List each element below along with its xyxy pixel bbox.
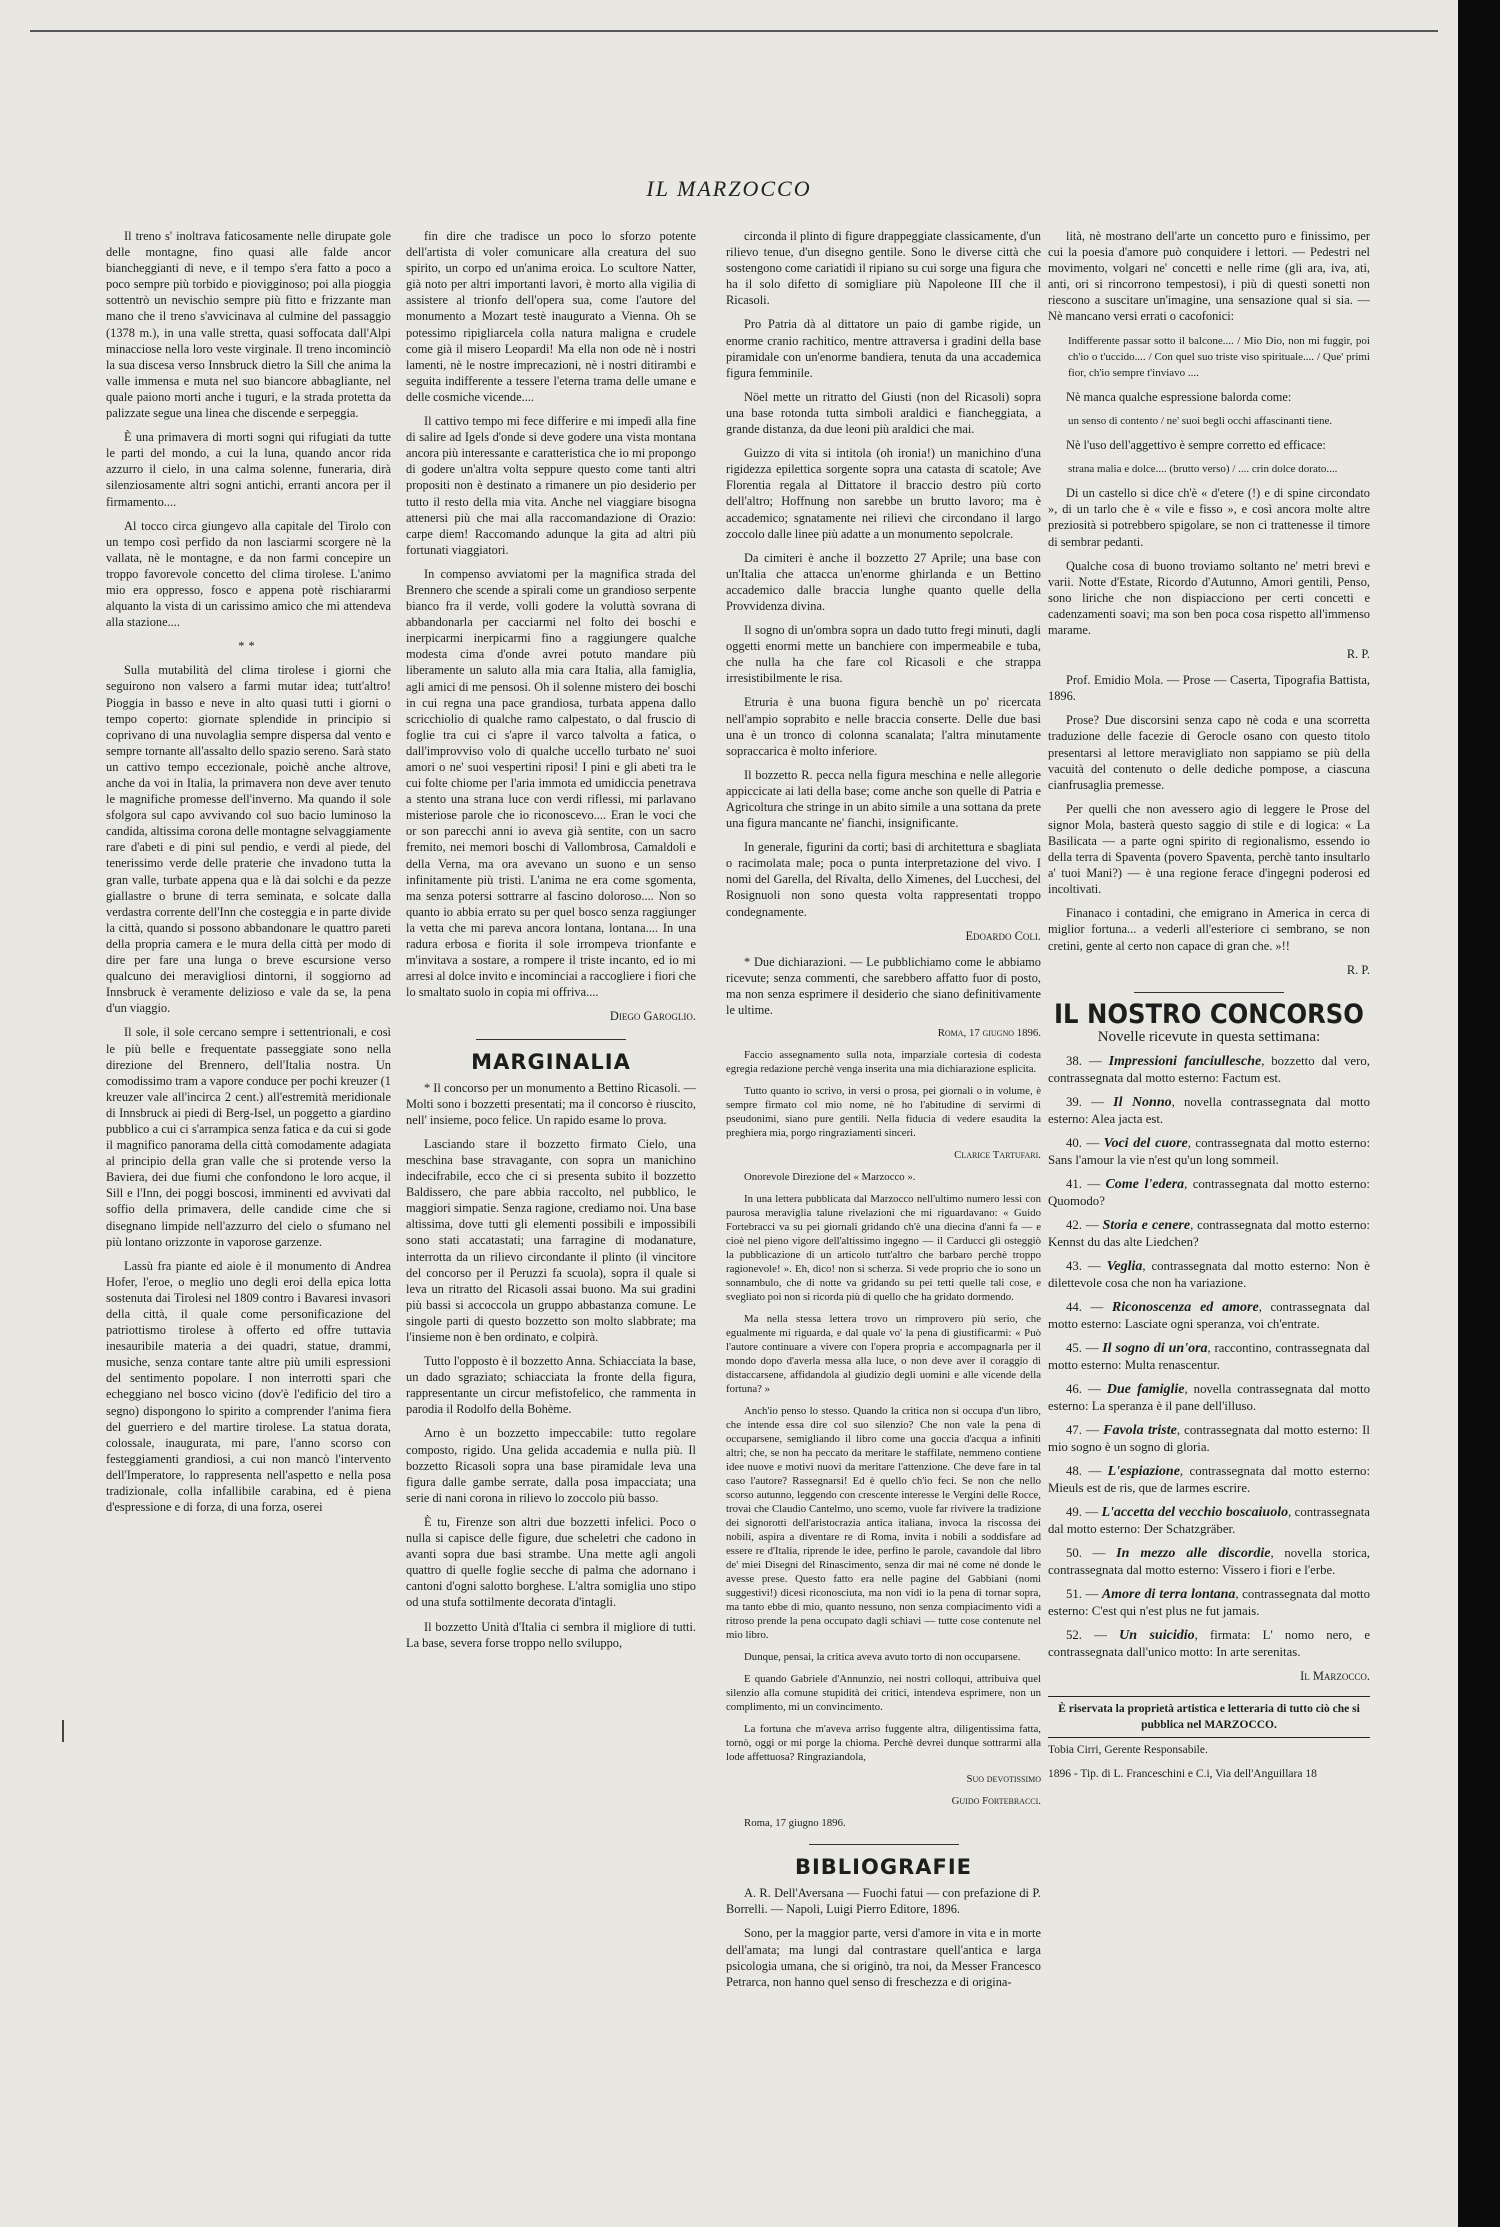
signature: Edoardo Coli. (965, 928, 1041, 943)
signature: R. P. (1346, 962, 1370, 977)
top-rule (30, 30, 1438, 32)
paragraph: E quando Gabriele d'Annunzio, nei nostri colloqui, attribuiva quel silenzio alla comune stupidità dei critici, intendeva esprimere, non un complimento, mi un convincimento. (726, 1673, 1041, 1714)
verse-quote: strana malia e dolce.... (brutto verso) / .... crin dolce dorato.... (1068, 463, 1338, 476)
letter-date: Roma, 17 giugno 1896. (744, 1817, 846, 1830)
entry-number: 38. — (1066, 1053, 1109, 1068)
paragraph: Finanaco i contadini, che emigrano in America in cerca di miglior fortuna... a vederli all'esteriore ci sembrano, se non cretini, gente al certo non capace di gran che. »!! (1048, 906, 1370, 953)
letter-signature: Guido Fortebracci. (951, 1795, 1041, 1808)
entry-number: 43. — (1066, 1258, 1107, 1273)
entry-title: Riconoscenza ed amore (1111, 1299, 1259, 1315)
entry-number: 42. — (1066, 1217, 1103, 1232)
signature: R. P. (1346, 647, 1370, 662)
entry-text: , novella storica, contrassegnata dal motto esterno: Vissero i fiori e l'erbe. (1048, 1545, 1370, 1577)
masthead: IL MARZOCCO (646, 176, 812, 201)
paragraph: Qualche cosa di buono troviamo soltanto ne' metri brevi e varii. Notte d'Estate, Ricordo d'Autunno, Amori gentili, Penso, sono liriche che non dispiacciono per certi concetti e cadenzamenti soavi; ma son ben poca cosa rispetto all'immenso marame. (1048, 558, 1370, 637)
paragraph: In generale, figurini da corti; basi di architettura e sbagliata o racimolata male; poca o punta interpretazione del vivo. I nomi del Garella, del Rivalta, dello Ximenes, del Lucchesi, del Rosignuoli non sono questa volta rappresentati troppo condegnamente. (726, 840, 1041, 919)
entry-title: Favola triste (1103, 1422, 1177, 1438)
entry-number: 39. — (1066, 1094, 1114, 1109)
concorso-entry (1048, 1381, 1370, 1414)
concorso-entry (1048, 1135, 1370, 1168)
entry-title: L'espiazione (1107, 1463, 1180, 1479)
entry-title: Il Nonno (1113, 1094, 1172, 1110)
paragraph: lità, nè mostrano dell'arte un concetto puro e finissimo, per cui la poesia d'amore può conquidere i lettori. — Pedestri nel movimento, volgari ne' concetti e nelle rime (gli ara, iva, ati, anti, ori si rincorrono tempestosi), i più di questi sonetti non riescono a suscitare un'imagine, una sensazione qual si sia. — Nè mancano versi errati o cacofonici: (1048, 229, 1370, 324)
concorso-subtitle: Novelle ricevute in questa settimana: (1097, 1028, 1321, 1045)
paragraph: Onorevole Direzione del « Marzocco ». (744, 1171, 916, 1184)
entry-text: , contrassegnata dal motto esterno: Il mio sogno è un sogno di gloria. (1048, 1422, 1370, 1454)
entry-text: , bozzetto dal vero, contrassegnata dal motto esterno: Factum est. (1048, 1053, 1370, 1085)
entry-text: , contrassegnata dal motto esterno: Sans l'amour la vie n'est qu'un long sommeil. (1048, 1135, 1370, 1167)
entry-number: 40. — (1066, 1135, 1104, 1150)
entry-text: , contrassegnata dal motto esterno: Lasciate ogni speranza, voi ch'entrate. (1048, 1299, 1370, 1331)
imprint-printer: 1896 - Tip. di L. Franceschini e C.i, Via dell'Anguillara 18 (1048, 1768, 1317, 1781)
concorso-entry (1048, 1299, 1370, 1332)
paragraph: È tu, Firenze son altri due bozzetti infelici. Poco o nulla si capisce delle figure, due scheletri che cadono in avanti sopra due basi strambe. Una mette agli angoli quattro di quelle foglie secche di palma che adornano i cantoni d'ogni salotto borghese. L'altra somiglia uno stipo od una stufa sottilmente decorata d'intagli. (406, 1514, 696, 1610)
entry-text: , novella contrassegnata dal motto esterno: La speranza è il pane dell'illuso. (1048, 1381, 1370, 1413)
entry-number: 48. — (1066, 1463, 1108, 1478)
entry-title: Impressioni fanciullesche (1108, 1053, 1262, 1069)
entry-number: 41. — (1066, 1176, 1106, 1191)
paragraph: Da cimiteri è anche il bozzetto 27 Aprile; una base con un'Italia che attacca un'enorme ghirlanda e un Bettino accademico dalle braccia lunghe quanto quelle della Provvidenza divina. (726, 550, 1041, 613)
column-2 (406, 228, 696, 2018)
paragraph: Per quelli che non avessero agio di leggere le Prose del signor Mola, basterà questo saggio di stile e di logica: « La Basilicata — a parte ogni spirito di regionalismo, essendo io della terra di Spaventa (povero Spaventa, perchè tanto insultarlo a' tuoi Mani?) — è una regione ferace d'ingegni poderosi ed incoltivati. (1048, 801, 1370, 897)
paragraph: Arno è un bozzetto impeccabile: tutto regolare composto, rigido. Una gelida accademia e nulla più. Il bozzetto Ricasoli sopra una base piramidale leva una figura dalle gambe serrate, dalla posa impacciata; una serie di nani corona in rilievo lo zoccolo più basso. (406, 1426, 696, 1505)
bibliografie-title: BIBLIOGRAFIE (794, 1855, 973, 1880)
paragraph: Prof. Emidio Mola. — Prose — Caserta, Tipografia Battista, 1896. (1048, 673, 1370, 704)
entry-number: 47. — (1066, 1422, 1104, 1437)
letters-block (726, 1026, 1041, 1830)
paragraph: Il bozzetto Unità d'Italia ci sembra il migliore di tutti. La base, severa forse troppo nello sviluppo, (406, 1619, 696, 1650)
entry-title: Due famiglie (1106, 1381, 1185, 1397)
entry-text: , contrassegnata dal motto esterno: C'est qui n'est plus ne fut jamais. (1048, 1586, 1370, 1618)
paragraph: Il sogno di un'ombra sopra un dado tutto fregi minuti, dagli oggetti enormi mette un banchiere con impermeabile e tuba, che nulla ha che fare col Ricasoli e che strappa irresistibilmente le risa. (726, 623, 1041, 686)
concorso-list (1048, 1053, 1370, 1660)
entry-title: Come l'edera (1105, 1176, 1185, 1192)
entry-number: 51. — (1066, 1586, 1102, 1601)
paragraph: Dunque, pensai, la critica aveva avuto torto di non occuparsene. (744, 1651, 1021, 1664)
paragraph: Lasciando stare il bozzetto firmato Cielo, una meschina base stravagante, con sopra un manichino indecifrabile, ecco che ci si presenta subito il bozzetto Baldissero, che pare abbia raccolto, nel pubblico, le maggiori simpatie. Senza ragione, crediamo noi. Una base altissima, dove tutti gli elementi possibili e impossibili sono stati accatastati; una farragine di modanature, interrotta da un rilievo circondante il plinto (il vincitore del concorso per il Peruzzi fa scuola), sopra il quale si leva un ritratto del Ricasoli assai buono. Ma sui gradini più bassi si accoccola un gruppo abbastanza comune. Le singole parti di questo bozzetto son molto slabbrate; ma l'insieme non è ben ordinato, e colpirà. (406, 1136, 696, 1344)
paragraph: Nè manca qualche espressione balorda come: (1066, 389, 1292, 404)
column-1 (106, 228, 391, 1818)
entry-text: , firmata: L' nomo nero, e contrassegnata dall'unico motto: In arte serenitas. (1048, 1627, 1370, 1659)
concorso-entry (1048, 1094, 1370, 1127)
entry-number: 44. — (1066, 1299, 1112, 1314)
concorso-entry (1048, 1504, 1370, 1537)
section-stars: ** (238, 639, 259, 654)
paragraph: In una lettera pubblicata dal Marzocco nell'ultimo numero lessi con paurosa meraviglia talune rivelazioni che mi riguardavano: « Guido Fortebracci va su pei giornali gridando ch'è una diecina d'anni fa — e cioè nel pieno vigore dell'altissimo ingegno — il Carducci gli osteggiò la pubblicazione di un articolo tutt'altro che barbaro perchè troppo ragionevole! ». Eh, dico! non si scherza. Si vede proprio che io sono un sonnambulo, che di notte va gridando su pei tetti quelle tali cose, e svegliato poi non si ricorda più di quello che ha gridato dormendo. (726, 1193, 1041, 1304)
concorso-title: IL NOSTRO CONCORSO (1054, 998, 1364, 1030)
concorso-entry (1048, 1463, 1370, 1496)
column-4 (1048, 228, 1370, 2018)
concorso-entry (1048, 1053, 1370, 1086)
paragraph: Il sole, il sole cercano sempre i settentrionali, e così le più belle e frequentate passeggiate sono nella direzione del Brennero, dell'Italia nostra. Un comodissimo tram a vapore conduce per pochi kreuzer (1 kreuzer vale all'incirca 2 cent.) all'estremità meridionale di Innsbruck ai piedi di Berg-Isel, un poggetto a giardino pubblico a cui ci s'arrampica senza fatica e da cui si gode il magnifico panorama della città comodamente adagiata al principio della gran valle che si protende verso la Baviera, dei due fiumi che confondono le loro acque, il Sill e l'Inn, dei poggi boscosi, imminenti ed avvivati dal soffio della primavera, delle candide cime che si disegnano limpide nell'azzurro del cielo o sfumano nel più lontano orizzonte in vaporose garzenze. (106, 1025, 391, 1249)
letter-signature: Clarice Tartufari. (954, 1149, 1041, 1162)
paragraph: È una primavera di morti sogni qui rifugiati da tutte le parti del mondo, a cui la luna, quando ancor rida azzurro il cielo, in una calma solenne, funeraria, dirà silenziosamente altri sogni antichi, erranti ancora per il firmamento.... (106, 430, 391, 509)
paragraph: Ma nella stessa lettera trovo un rimprovero più serio, che egualmente mi riguarda, e dal quale vo' la pena di giustificarmi: « Può l'autore continuare a vivere con l'opera propria e accompagnarla per il mondo dopo d'averla messa alla luce, o non deve aver il coraggio di distaccarsene, affidandola al giudizio degli uomini e alle vicende della fortuna? » (726, 1313, 1041, 1396)
paragraph: Nöel mette un ritratto del Giusti (non del Ricasoli) sopra una base rotonda tutta simboli araldici e fiancheggiata, a grande distanza, da due leoni più araldici che mai. (726, 389, 1041, 437)
verse-quote: un senso di contento / ne' suoi begli occhi affascinanti tiene. (1068, 414, 1333, 427)
paragraph: circonda il plinto di figure drappeggiate classicamente, d'un rilievo tenue, d'un disegno gentile. Sono le diverse città che sostengono come cariatidi il ripiano su cui sorge una figura che ha il solo difetto di somigliare più Napoleone III che il Ricasoli. (726, 229, 1041, 308)
entry-number: 46. — (1066, 1381, 1107, 1396)
paragraph: Pro Patria dà al dittatore un paio di gambe rigide, un enorme cranio rachitico, mentre attraversa i gradini della base piramidale con un'enorme bandiera, tenuta da una accademica figura femminile. (726, 317, 1041, 380)
entry-text: , contrassegnata dal motto esterno: Mieuls est de ris, que de larmes escrire. (1048, 1463, 1370, 1495)
verse-quote: Indifferente passar sotto il balcone.... / Mio Dio, non mi fuggir, poi ch'io o t'uccido.... / Con quel suo triste viso spirituale.... / Que' primi fior, ch'io sempre t'inviavo .... (1068, 334, 1370, 379)
concorso-entry (1048, 1258, 1370, 1291)
paragraph: Lassù fra piante ed aiole è il monumento di Andrea Hofer, l'eroe, o meglio uno degli eroi della epica lotta sostenuta dai Tirolesi nel 1809 contro i Bavaresi invasori della città, il quale come personificazione del patriottismo tirolese à offerto ed offre tuttavia inesauribile materia a dei quadri, statue, drammi, musiche, senza contare tante altre più umili espressioni del sentimento popolare. I non interrotti spari che echeggiano nel bosco vicino (dov'è l'edificio del tiro a segno) dispongono lo spirito a comprender l'anima fiera del guerriero e del martire tirolese. La statua dorata, colossale, inaugurata, mi pare, l'anno scorso con festeggiamenti grandiosi, a cui non mancò l'intervento dell'Imperatore, lo rappresenta nell'aspetto e nella posa tradizionale, colla infallibile carabina, ed è piena d'espressione e di forza, di una forza, oserei (106, 1258, 391, 1515)
paragraph: Tutto l'opposto è il bozzetto Anna. Schiacciata la base, un dado sgraziato; schiacciata la fronte della figura, rappresentante un circur mefistofelico, che rammenta in parodia il Rodolfo della Bohème. (406, 1354, 696, 1417)
entry-number: 45. — (1066, 1340, 1103, 1355)
divider (809, 1844, 959, 1845)
entry-text: , contrassegnata dal motto esterno: Non è dilettevole cosa che non ha variazione. (1048, 1258, 1370, 1290)
concorso-entry (1048, 1217, 1370, 1250)
entry-number: 52. — (1066, 1627, 1120, 1642)
paragraph: Faccio assegnamento sulla nota, imparziale cortesia di codesta egregia redazione perchè venga inserita una mia dichiarazione esplicita. (726, 1049, 1041, 1076)
paragraph: In compenso avviatomi per la magnifica strada del Brennero che scende a spirali come un grandioso serpente bianco fra il verde, volli godere la voluttà sovrana di abbandonarla per cacciarmi nel folto dei boschi e inerpicarmi inerpicarmi fino a raggiungere qualche modesta cima d'onde avrei potuto mandare più liberamente un saluto alla mia cara Italia, alla famiglia, agli amici di me pensosi. Oh il solenne mistero dei boschi in cui regna una pace grandiosa, turbata appena dallo scricchiolio di qualche ramo calpestato, o dal fruscio di foglie tra cui ci s'apre il varco talvolta a fatica, o dall'improvviso volo di qualche uccello turbato ne' suoi amori o ne' suoi vespertini riposi! I pini e gli abeti tra le cui folte chiome per l'aria immota ed umidiccia penetrava a stento una strana luce con verdi riflessi, mi parlavano misteriose parole che io riconoscevo.... Eran le voci che or son parecchi anni io aveva già sentite, con un sacro fremito, nei memori boschi di Vallombrosa, Camaldoli e della Verna, ma ora avevano un suono e un senso infinitamente più tristi. L'anima ne era come sgomenta, ma senza potersi sottrarre al fascino doloroso.... Non so quanto io abbia errato su per quel bosco senza raggiunger la vetta che mi pareva ancora lontana, lontana.... In una radura erbosa e fiorita il sole irrompeva trionfante e m'invitava a sostare, a rompere il triste incanto, ed io mi arresi al dolce invito e incominciai a raccogliere i fiori che lo smaltato suolo in copia mi offriva.... (406, 566, 696, 1000)
entry-title: Voci del cuore (1103, 1135, 1188, 1151)
paragraph: Guizzo di vita si intitola (oh ironia!) un manichino d'una rigidezza epilettica sorgente sopra una catasta di scatole; Ave Florentia regala al Dittatore il braccio destro più corto dell'altro; Hoffnung non sarebbe un brutto lavoro; ma è accademico; sgnatamente nei rilievi che circondano il largo zoccolo dalle linee più adatte a un monumento sepolcrale. (726, 446, 1041, 541)
entry-text: , contrassegnata dal motto esterno: Der Schatzgräber. (1048, 1504, 1370, 1536)
concorso-entry (1048, 1586, 1370, 1619)
entry-number: 50. — (1066, 1545, 1117, 1560)
signature: Il Marzocco. (1300, 1668, 1370, 1683)
paragraph: Il cattivo tempo mi fece differire e mi impedì alla fine di salire ad Igels d'onde si deve godere una vista montana ancora più interessante e caratteristica che io mi propongo di godere un'altra volta seppure questo come tanti altri propositi non è destinato a rimanere un pio desiderio per tutto il resto della mia vita. Anche nel viaggiare bisogna attenersi più che mai alla raccomandazione di Orazio: carpe diem! Raccomando adunque la gita ad altri più fortunati viaggiatori. (406, 414, 696, 557)
entry-title: Il sogno di un'ora (1102, 1340, 1208, 1356)
concorso-entry (1048, 1422, 1370, 1455)
concorso-entry (1048, 1545, 1370, 1578)
paragraph: A. R. Dell'Aversana — Fuochi fatui — con prefazione di P. Borrelli. — Napoli, Luigi Pierro Editore, 1896. (726, 1886, 1041, 1917)
concorso-entry (1048, 1627, 1370, 1660)
column-3 (726, 228, 1041, 2018)
margin-mark (62, 1720, 64, 1742)
paragraph: Sulla mutabilità del clima tirolese i giorni che seguirono non valsero a farmi mutar idea; tutt'altro! Pioggia in basso e neve in alto quasi tutti i giorni o tempo coperto: giornate splendide in principio si coprivano di una nuvolaglia sempre dispersa dal vento e sempre tornante all'assalto dello spazio sereno. Sarà stato un cattivo tempo eccezionale, poichè anche altrove, anche da voi in Italia, la primavera non deve aver tenuto le magnifiche promesse dell'inverno. Ma quando il sole sfolgora sul capo avvivando col suo bacio luminoso la candida, altissima corona delle montagne selvaggiamente rare d'abeti e di pini sul pendio, e verdi al piede, del tenerissimo verde delle praterie che invadono tutta la gran valle, turbate appena qua e là dai solchi e da pezze giallastre o brune di terra seminata, e solcate dalla verdastra corrente dell'Inn che costeggia e in parte divide la città, quando si possono abbandonare le quattro pareti della propria camera e le mura della città per modo di dire per fare una lunga o breve escursione verso qualcuno dei meravigliosi dintorni, il soggiorno ad Innsbruck è veramente delizioso e vale da se, la pena d'un viaggio. (106, 663, 391, 1016)
paragraph: Al tocco circa giungevo alla capitale del Tirolo con un tempo così perfido da non lasciarmi scorgere nè la vallata, nè le montagne, e da non farmi concepire un troppo favorevole concetto del clima tirolese. L'animo mio era oppresso, fosco e appena potè rischiararmi alquanto la vista di un carissimo amico che mi attendeva alla stazione.... (106, 518, 391, 630)
entry-text: , raccontino, contrassegnata dal motto esterno: Multa renascentur. (1048, 1340, 1370, 1372)
entry-title: L'accetta del vecchio boscaiuolo (1101, 1504, 1289, 1520)
paragraph: Nè l'uso dell'aggettivo è sempre corretto ed efficace: (1066, 438, 1326, 453)
entry-number: 49. — (1066, 1504, 1102, 1519)
paragraph: Prose? Due discorsini senza capo nè coda e una scorretta traduzione delle facezie di Gerocle osano con questo titolo presentarsi al lettore meravigliato non sappiamo se più della vacuità del contenuto o delle dediche pompose, a ciascuna cianfrusaglia premesse. (1048, 713, 1370, 792)
concorso-entry (1048, 1176, 1370, 1209)
paragraph: Il treno s' inoltrava faticosamente nelle dirupate gole delle montagne, fino quasi alle falde ancor biancheggianti di neve, e il tempo s'era fatto a poco a poco sempre più torbido e piovigginoso; poi alla pioggia sottentrò un nevischio sempre più fitto e frizzante man mano che il treno s'avvicinava al culmine del passaggio (1378 m.), in una valle stretta, quasi soffocata dall'Alpi minacciose nella loro veste virginale. Il treno incominciò la sua discesa verso Innsbruck dietro la Sill che anima la valle immensa e muta nel suo biancore abbagliante, nel quale paiono morti anche i tuguri, e la strada protetta da palizzate segue una linea che discende e serpeggia. (106, 229, 391, 421)
letter-date: Roma, 17 giugno 1896. (937, 1027, 1041, 1040)
paragraph: La fortuna che m'aveva arriso fuggente altra, diligentissima fatta, tornò, oggi or mi porge la chioma. Perchè devrei dunque sottrarmi alla lode affettuosa? Ringraziandola, (726, 1723, 1041, 1764)
paragraph: Di un castello si dice ch'è « d'etere (!) e di spine circondato », di un tarlo che è « vile e fisso », e così ancora molte altre preziosità si potrebbero spigolare, se non ci trattenesse il timore di sembrar pedanti. (1048, 486, 1370, 549)
marginalia-title: MARGINALIA (471, 1049, 631, 1074)
entry-text: , novella contrassegnata dal motto esterno: Alea jacta est. (1048, 1094, 1370, 1126)
signature: Diego Garoglio. (609, 1009, 696, 1024)
paragraph: fin dire che tradisce un poco lo sforzo potente dell'artista di voler comunicare alla creatura del suo spirito, un corpo ed un'anima eroica. Lo scultore Natter, già noto per altri importanti lavori, è morto alla vigilia di assistere al trionfo dell'opera sua, come l'autore del monumento a Mozart testè inaugurato a Vienna. Oh se potessimo ripigliarcela colla natura maligna e crudele come già il misero Leopardi! Ma ella non ode nè i nostri lamenti, nè le nostre imprecazioni, nè i nostri ditirambi e seguita indifferente a tessere l'eterna trama delle umane e delle cosmiche vicende.... (406, 229, 696, 404)
paragraph: * Due dichiarazioni. — Le pubblichiamo come le abbiamo ricevute; senza commenti, che sarebbero affatto fuor di posto, ma non senza esprimere il desiderio che siano definitivamente le ultime. (726, 954, 1041, 1018)
entry-text: , contrassegnata dal motto esterno: Kennst du das alte Liedchen? (1048, 1217, 1370, 1249)
entry-title: Storia e cenere (1102, 1217, 1191, 1233)
paragraph: Anch'io penso lo stesso. Quando la critica non si occupa d'un libro, che intende essa dire col suo silenzio? Che non vale la pena di occuparsene, semigliando il libro come una goccia d'acqua a infiniti altri; che, se non ha peccato da meritare le staffilate, nemmeno contiene idee nuove e motivi nuovi da meritare l'attenzione. Che deve fare in tal caso l'autore? Rassegnarsi! Ed è quello ch'io feci. Se non che nello scorso autunno, leggendo con crescente interesse le Vergini delle Rocce, trovai che Claudio Cantelmo, uno scemo, vuole far rivivere la tradizione dei signorotti dell'aristocrazia antica italiana, invoca la riscossa dei nobili, aspira a diventare re di Roma, invita i nobili a soddisfare ad essere re d'Italia, riprende le idee, perfino le parole, cavandole dal libro de' miei Disegni del Rinascimento, senza dir mai né come né donde le avesse prese. Questo fatto era nelle pagine del Gabbiani (nomi suggestivi!) dicesi riconosciuta, ma non vidi io la pena di tornar sopra, ma tanto ebbe di mio, quanto nessuno, non senza compiacimento vidi a ritroso prende la pena occupato dagli schiavi — tutte cose contenute nel mio libro. (726, 1405, 1041, 1642)
paragraph: Etruria è una buona figura benchè un po' ricercata nell'ampio soprabito e nelle braccia conserte. Delle due basi una è un tronco di colonna scanalata; l'altra minutamente sopraccarica è molto inferiore. (726, 695, 1041, 758)
divider (1134, 992, 1284, 993)
copyright-notice: È riservata la proprietà artistica e letteraria di tutto ciò che si pubblica nel MARZOCCO. (1048, 1696, 1370, 1738)
divider (476, 1039, 626, 1040)
entry-title: Amore di terra lontana (1101, 1586, 1236, 1602)
concorso-entry (1048, 1340, 1370, 1373)
paragraph: Tutto quanto io scrivo, in versi o prosa, pei giornali o in volume, è sempre firmato col mio nome, nè ho l'abitudine di servirmi di pseudonimi, siano pure gentili. Nella fiducia di vedere esaudita la preghiera mia, porgo ringraziamenti sinceri. (726, 1085, 1041, 1140)
imprint-editor: Tobia Cirri, Gerente Responsabile. (1048, 1744, 1208, 1757)
entry-text: , contrassegnata dal motto esterno: Quomodo? (1048, 1176, 1370, 1208)
paragraph: * Il concorso per un monumento a Bettino Ricasoli. — Molti sono i bozzetti presentati; ma il concorso è riuscito, nell' insieme, poco felice. Un rapido esame lo prova. (406, 1080, 696, 1127)
paragraph: Sono, per la maggior parte, versi d'amore in vita e in morte dell'amata; ma lungi dal contrastare quell'antica e larga psicologia umana, che si originò, tra noi, da Messer Francesco Petrarca, non hanno quel senso di freschezza e di origina- (726, 1926, 1041, 1989)
paragraph: Il bozzetto R. pecca nella figura meschina e nelle allegorie appiccicate ai lati della base; come anche son quelle di Patria e Agricoltura che stringe in un abito simile a una sottana da prete una figura mancante ne' fianchi, insignificante. (726, 767, 1041, 831)
entry-title: Un suicidio (1119, 1627, 1195, 1643)
letter-closing: Suo devotissimo (966, 1773, 1041, 1786)
entry-title: Veglia (1106, 1258, 1143, 1274)
entry-title: In mezzo alle discordie (1116, 1545, 1271, 1561)
